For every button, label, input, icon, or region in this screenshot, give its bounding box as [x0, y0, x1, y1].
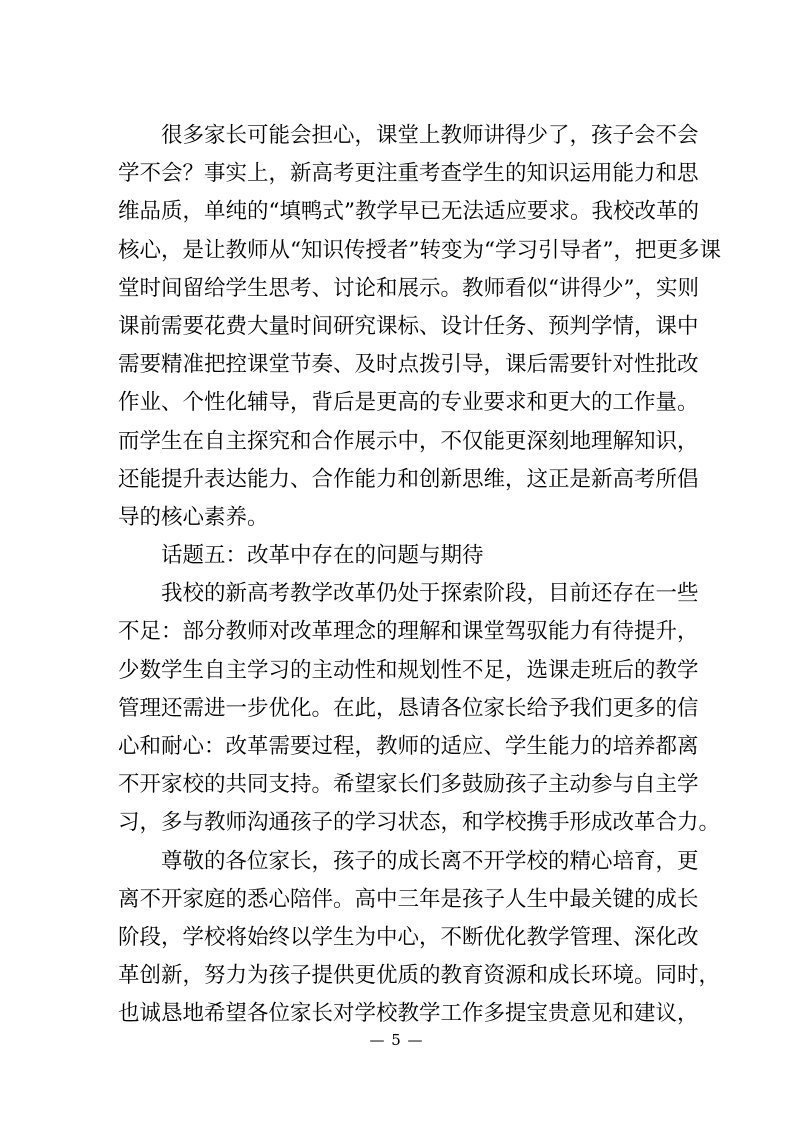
paragraph-line: 学不会？事实上，新高考更注重考查学生的知识运用能力和思	[118, 161, 699, 187]
paragraph-line: 离不开家庭的悉心陪伴。高中三年是孩子人生中最关键的成长	[118, 886, 699, 912]
paragraph-line: 尊敬的各位家长，孩子的成长离不开学校的精心培育，更	[161, 848, 699, 874]
section-heading: 话题五：改革中存在的问题与期待	[161, 543, 484, 569]
paragraph-line: 不足：部分教师对改革理念的理解和课堂驾驭能力有待提升，	[118, 619, 699, 645]
paragraph-line: 而学生在自主探究和合作展示中，不仅能更深刻地理解知识，	[118, 428, 699, 454]
page-number: — 5 —	[369, 1031, 424, 1049]
paragraph-line: 习，多与教师沟通孩子的学习状态，和学校携手形成改革合力。	[118, 810, 721, 836]
paragraph-line: 导的核心素养。	[118, 504, 269, 530]
paragraph-line: 课前需要花费大量时间研究课标、设计任务、预判学情，课中	[118, 313, 699, 339]
paragraph-line: 心和耐心：改革需要过程，教师的适应、学生能力的培养都离	[118, 734, 699, 759]
paragraph-line: 需要精准把控课堂节奏、及时点拨引导，课后需要针对性批改	[118, 352, 699, 378]
paragraph-line: 很多家长可能会担心，课堂上教师讲得少了，孩子会不会	[161, 123, 699, 148]
paragraph-line: 革创新，努力为孩子提供更优质的教育资源和成长环境。同时，	[118, 963, 721, 989]
paragraph-line: 不开家校的共同支持。希望家长们多鼓励孩子主动参与自主学	[118, 772, 699, 798]
paragraph-line: 管理还需进一步优化。在此，恳请各位家长给予我们更多的信	[118, 695, 699, 721]
paragraph-line: 我校的新高考教学改革仍处于探索阶段，目前还存在一些	[161, 581, 699, 607]
paragraph-line: 核心，是让教师从“知识传授者”转变为“学习引导者”，把更多课	[118, 237, 721, 263]
paragraph-line: 阶段，学校将始终以学生为中心，不断优化教学管理、深化改	[118, 924, 699, 950]
paragraph-line: 堂时间留给学生思考、讨论和展示。教师看似“讲得少”，实则	[118, 275, 699, 301]
paragraph-line: 少数学生自主学习的主动性和规划性不足，选课走班后的教学	[118, 657, 699, 683]
paragraph-line: 也诚恳地希望各位家长对学校教学工作多提宝贵意见和建议，	[118, 1001, 699, 1027]
document-body	[118, 117, 721, 1034]
paragraph-line: 还能提升表达能力、合作能力和创新思维，这正是新高考所倡	[118, 466, 699, 492]
paragraph-line: 维品质，单纯的“填鸭式”教学早已无法适应要求。我校改革的	[118, 199, 699, 225]
paragraph-line: 作业、个性化辅导，背后是更高的专业要求和更大的工作量。	[118, 390, 699, 416]
